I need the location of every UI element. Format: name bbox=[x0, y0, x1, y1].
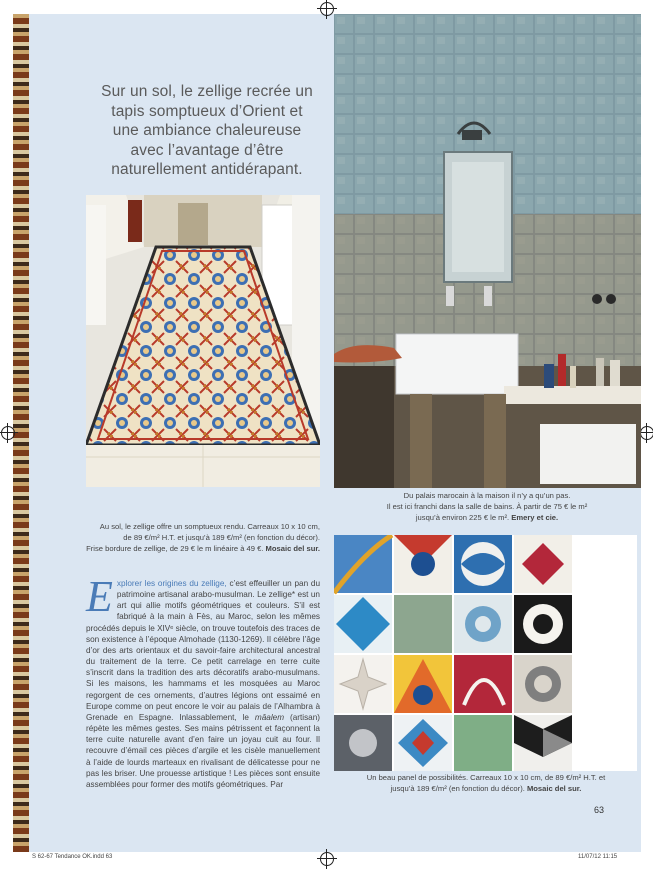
registration-mark-icon bbox=[1, 426, 15, 440]
caption-line: Du palais marocain à la maison il n’y a qu’un pas. bbox=[403, 491, 571, 500]
caption-text: Frise bordure de zellige, de 29 € le m linéaire à 49 €. bbox=[86, 544, 264, 553]
adjacent-page-strip bbox=[13, 14, 29, 852]
registration-mark-icon bbox=[320, 852, 334, 866]
tiles-mosaic bbox=[334, 535, 637, 771]
caption-line bbox=[340, 512, 634, 523]
page-number: 63 bbox=[594, 805, 605, 815]
caption-brand: Mosaic del sur. bbox=[526, 784, 582, 793]
headline-line: une ambiance chaleureuse bbox=[112, 122, 302, 139]
caption-brand: Emery et cie. bbox=[511, 513, 559, 522]
article-body bbox=[86, 572, 321, 790]
article-lead: xplorer les origines du zellige, bbox=[116, 579, 227, 588]
article-paragraph: c’est effeuiller un pan du patrimoine artisanal arabo-musulman. Le zellige* est un art qui allie motifs géométriques et couleurs. S’il est fabriqué à la main à Fès, au Maroc, selon les mêmes procédés depuis le XIVᵉ siècle, on trouve toutefois des traces de son existence à l’époque Almohade (1130-1269). Il célèbre l’âge d’or des arts orientaux et du savoir-faire architectural ancestral du traitement de la terre. Ce petit carrelage en terre cuite s’inscrit dans la tradition des arts décoratifs arabo-musulmans. Si les maisons, les hammams et les mosquées au Maroc regorgent de ces ornements, d’autres légions ont essaimé en Europe comme on peut encore le voir au palais de l’Alhambra à Grenade en Espagne. Inlassablement, le bbox=[86, 579, 320, 722]
caption-line: Il est ici franchi dans la salle de bains. À partir de 75 € le m² bbox=[386, 502, 588, 511]
print-timestamp: 11/07/12 11:15 bbox=[578, 854, 618, 860]
bathroom-photo bbox=[334, 14, 641, 488]
headline-line: tapis somptueux d’Orient et bbox=[111, 102, 303, 120]
caption-line bbox=[336, 783, 636, 794]
hallway-photo bbox=[86, 195, 320, 487]
tiles-caption bbox=[336, 772, 636, 794]
headline-line: Sur un sol, le zellige recrée un bbox=[101, 83, 313, 100]
caption-text: jusqu’à environ 225 € le m². bbox=[415, 513, 510, 522]
caption-line: Au sol, le zellige offre un somptueux rendu. Carreaux 10 x 10 cm, bbox=[99, 522, 320, 531]
article-paragraph: (artisan) répète les mêmes gestes. Ses mains pétrissent et façonnent la terre cuite naturelle avant d’en faire un joyau cuit au four. Il recouvre d’émail ces pièces d’argile et les cisèle manuellement à l’aide de lourds marteaux en rivalisant de délicatesse pour ne pas les briser. Une prouesse artistique ! Les pièces sont ensuite assemblées pour former des motifs géométriques. Par bbox=[86, 712, 321, 789]
caption-line bbox=[86, 543, 320, 554]
bathroom-caption bbox=[340, 490, 634, 523]
headline-line: avec l’avantage d’être bbox=[130, 141, 284, 159]
headline-line: naturellement antidérapant. bbox=[111, 161, 303, 178]
headline bbox=[80, 82, 334, 180]
article-term: mâalem bbox=[254, 712, 285, 722]
caption-text: jusqu’à 189 €/m² (en fonction du décor). bbox=[390, 784, 525, 793]
registration-mark-icon bbox=[320, 2, 334, 16]
caption-line: Un beau panel de possibilités. Carreaux 10 x 10 cm, de 89 €/m² H.T. et bbox=[366, 773, 606, 782]
caption-line: de 89 €/m² H.T. et jusqu’à 189 €/m² (en fonction du décor). bbox=[123, 533, 320, 542]
registration-mark-icon bbox=[640, 426, 653, 440]
hallway-caption bbox=[86, 521, 320, 554]
print-slug: S 62-67 Tendance OK.indd 63 bbox=[32, 854, 113, 860]
drop-cap: E bbox=[86, 572, 113, 621]
caption-brand: Mosaic del sur. bbox=[265, 544, 320, 553]
